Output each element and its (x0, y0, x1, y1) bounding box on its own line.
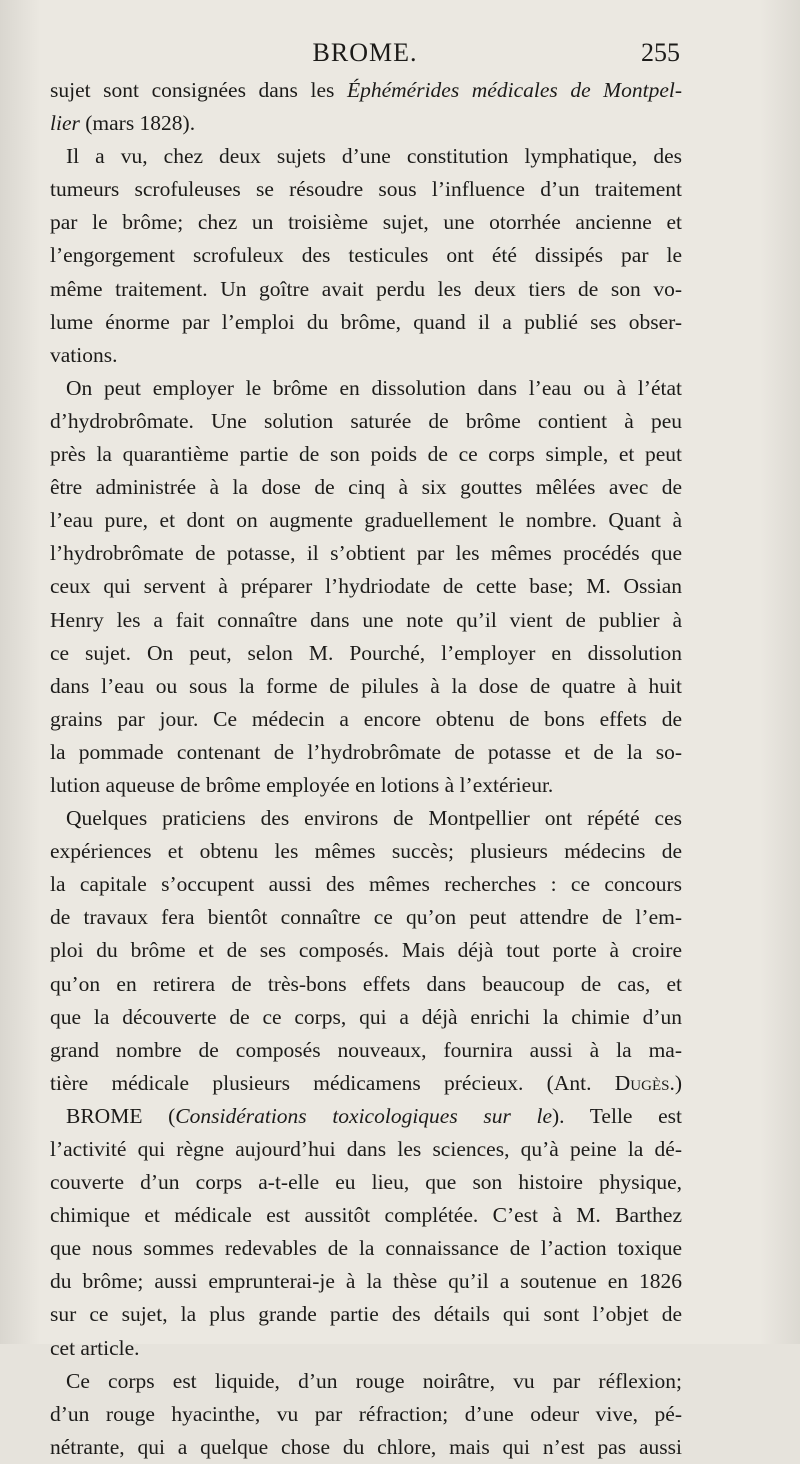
text-run: Quelques praticiens des environs de Montpellier ont répété ces (66, 806, 682, 831)
running-title: BROME. (312, 38, 418, 67)
text-line (50, 173, 682, 206)
text-run: BROME ( (66, 1103, 176, 1128)
text-line (50, 934, 682, 967)
text-line (50, 1133, 682, 1166)
italic-text: Considérations toxicologiques sur le (175, 1103, 552, 1128)
text-line (50, 306, 682, 339)
text-run: chimique et médicale est aussitôt complétée. C’est à M. Barthez (50, 1203, 682, 1228)
text-line (50, 670, 682, 703)
text-run: ). Telle est (552, 1103, 682, 1128)
text-line (50, 74, 682, 107)
text-run: que nous sommes redevables de la connaissance de l’action toxique (50, 1236, 682, 1261)
text-run: (mars 1828). (79, 111, 196, 136)
text-run: d’un rouge hyacinthe, vu par réfraction; d’une odeur vive, pé- (50, 1401, 682, 1426)
text-line (50, 570, 682, 603)
text-line (50, 1166, 682, 1199)
text-line (50, 372, 682, 405)
text-run: l’eau pure, et dont on augmente graduellement le nombre. Quant à (50, 508, 682, 533)
text-run: lume énorme par l’emploi du brôme, quand il a publié ses obser- (50, 309, 682, 334)
text-line (50, 537, 682, 570)
text-line (50, 736, 682, 769)
text-run: même traitement. Un goître avait perdu les deux tiers de son vo- (50, 276, 682, 301)
text-line (50, 703, 682, 736)
text-run: expériences et obtenu les mêmes succès; plusieurs médecins de (50, 839, 682, 864)
text-run: l’activité qui règne aujourd’hui dans les sciences, qu’à peine la dé- (50, 1137, 682, 1161)
text-run: Henry les a fait connaître dans une note qu’il vient de publier à (50, 607, 682, 632)
text-line (50, 835, 682, 868)
text-line (50, 1298, 682, 1331)
text-run: qu’on en retirera de très-bons effets dans beaucoup de cas, et (50, 971, 682, 996)
text-run: sur ce sujet, la plus grande partie des détails qui sont l’objet de (50, 1302, 682, 1327)
text-line (50, 107, 682, 140)
text-line (50, 1332, 682, 1365)
text-line (50, 1398, 682, 1431)
text-run: ce sujet. On peut, selon M. Pourché, l’employer en dissolution (50, 640, 682, 665)
text-line (50, 239, 682, 272)
body-text (50, 74, 682, 1464)
text-run: par le brôme; chez un troisième sujet, une otorrhée ancienne et (50, 210, 682, 235)
text-line (50, 1199, 682, 1232)
author-name: Dugès (614, 1070, 670, 1095)
text-run: lution aqueuse de brôme employée en lotions à l’extérieur. (50, 772, 554, 797)
text-run: du brôme; aussi emprunterai-je à la thèse qu’il a soutenue en 1826 (50, 1269, 682, 1294)
text-line (50, 1232, 682, 1265)
text-line (50, 1265, 682, 1298)
text-line (50, 1431, 682, 1464)
text-run: Ce corps est liquide, d’un rouge noirâtre, vu par réflexion; (66, 1368, 682, 1393)
text-line (50, 968, 682, 1001)
text-run: Il a vu, chez deux sujets d’une constitution lymphatique, des (66, 144, 682, 169)
text-line (50, 1100, 682, 1133)
text-line (50, 140, 682, 173)
text-run: grand nombre de composés nouveaux, fournira aussi à la ma- (50, 1037, 682, 1062)
text-run: près la quarantième partie de son poids de ce corps simple, et peut (50, 442, 682, 467)
text-run: l’engorgement scrofuleux des testicules ont été dissipés par le (50, 243, 682, 268)
text-line (50, 1067, 682, 1100)
text-line (50, 637, 682, 670)
text-run: que la découverte de ce corps, qui a déjà enrichi la chimie d’un (50, 1004, 682, 1029)
text-line (50, 1034, 682, 1067)
italic-text: lier (50, 111, 80, 136)
text-run: dans l’eau ou sous la forme de pilules à la dose de quatre à huit (50, 673, 682, 698)
text-run: nétrante, qui a quelque chose du chlore, mais qui n’est pas aussi (50, 1434, 682, 1459)
text-line (50, 405, 682, 438)
text-run: tière médicale plusieurs médicamens précieux. (Ant. (50, 1070, 615, 1095)
text-line (50, 802, 682, 835)
text-line (50, 273, 682, 306)
text-line (50, 868, 682, 901)
text-line (50, 604, 682, 637)
text-line (50, 1365, 682, 1398)
text-run: grains par jour. Ce médecin a encore obtenu de bons effets de (50, 706, 682, 731)
text-run: être administrée à la dose de cinq à six gouttes mêlées avec de (50, 475, 682, 500)
text-run: .) (669, 1070, 682, 1095)
italic-text: Éphémérides médicales de Montpel- (346, 78, 682, 102)
text-line (50, 504, 682, 537)
text-line (50, 339, 682, 372)
text-run: de travaux fera bientôt connaître ce qu’on peut attendre de l’em- (50, 905, 682, 930)
page-number: 255 (641, 38, 680, 67)
text-line (50, 901, 682, 934)
text-run: la pommade contenant de l’hydrobrômate de potasse et de la so- (50, 739, 682, 764)
text-run: ceux qui servent à préparer l’hydriodate de cette base; M. Ossian (50, 574, 682, 599)
text-run: d’hydrobrômate. Une solution saturée de brôme contient à peu (50, 408, 682, 433)
text-line (50, 769, 682, 802)
text-line (50, 206, 682, 239)
text-line (50, 471, 682, 504)
text-run: tumeurs scrofuleuses se résoudre sous l’influence d’un traitement (50, 177, 682, 202)
page-header (50, 38, 680, 78)
text-run: vations. (50, 342, 118, 367)
text-run: On peut employer le brôme en dissolution dans l’eau ou à l’état (66, 375, 682, 400)
text-run: cet article. (50, 1335, 140, 1360)
text-run: couverte d’un corps a-t-elle eu lieu, que son histoire physique, (50, 1170, 682, 1195)
text-run: ploi du brôme et de ses composés. Mais déjà tout porte à croire (50, 938, 682, 963)
text-run: sujet sont consignées dans les (50, 78, 347, 102)
text-line (50, 438, 682, 471)
text-run: l’hydrobrômate de potasse, il s’obtient par les mêmes procédés que (50, 541, 682, 566)
text-run: la capitale s’occupent aussi des mêmes recherches : ce concours (50, 872, 682, 897)
text-line (50, 1001, 682, 1034)
